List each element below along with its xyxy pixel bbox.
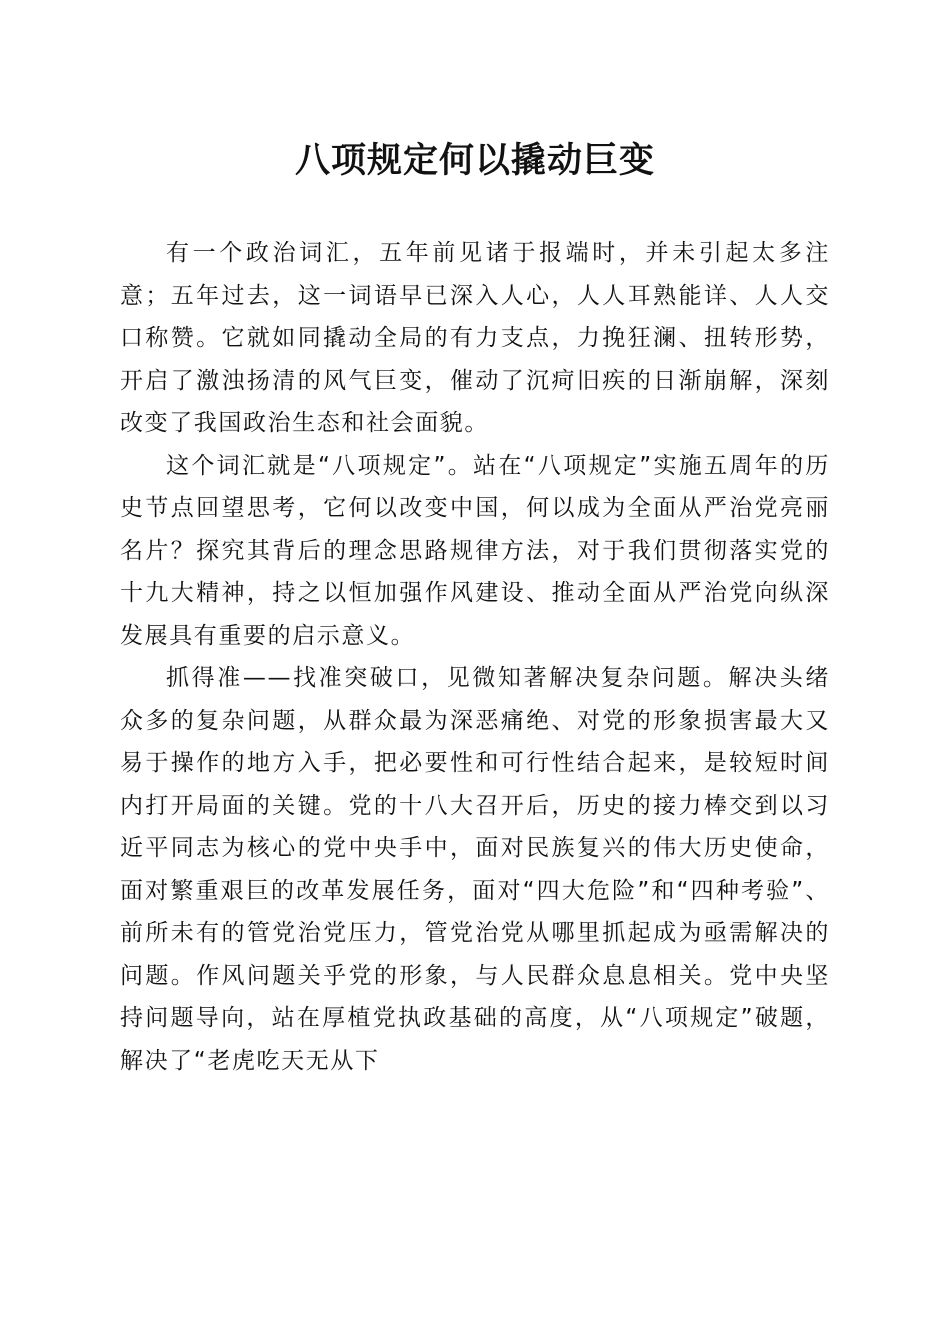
document-title: 八项规定何以撬动巨变 — [294, 140, 655, 181]
paragraph-3: 抓得准——找准突破口，见微知著解决复杂问题。解决头绪众多的复杂问题，从群众最为深恶痛绝、对党的形象损害最大又易于操作的地方入手，把必要性和可行性结合起来，是较短时间内打开局面的关键。党的十八大召开后，历史的接力棒交到以习近平同志为核心的党中央手中，面对民族复兴的伟大历史使命，面对繁重艰巨的改革发展任务，面对“四大危险”和“四种考验”、前所未有的管党治党压力，管党治党从哪里抓起成为亟需解决的问题。作风问题关乎党的形象，与人民群众息息相关。党中央坚持问题导向，站在厚植党执政基础的高度，从“八项规定”破题，解决了“老虎吃天无从下 — [120, 665, 830, 1074]
paragraph-2: 这个词汇就是“八项规定”。站在“八项规定”实施五周年的历史节点回望思考，它何以改变中国，何以成为全面从严治党亮丽名片？探究其背后的理念思路规律方法，对于我们贯彻落实党的十九大精神，持之以恒加强作风建设、推动全面从严治党向纵深发展具有重要的启示意义。 — [120, 452, 830, 649]
document-body — [120, 232, 830, 1082]
paragraph-1: 有一个政治词汇，五年前见诸于报端时，并未引起太多注意；五年过去，这一词语早已深入人心，人人耳熟能详、人人交口称赞。它就如同撬动全局的有力支点，力挽狂澜、扭转形势，开启了激浊扬清的风气巨变，催动了沉疴旧疾的日渐崩解，深刻改变了我国政治生态和社会面貌。 — [120, 240, 830, 436]
